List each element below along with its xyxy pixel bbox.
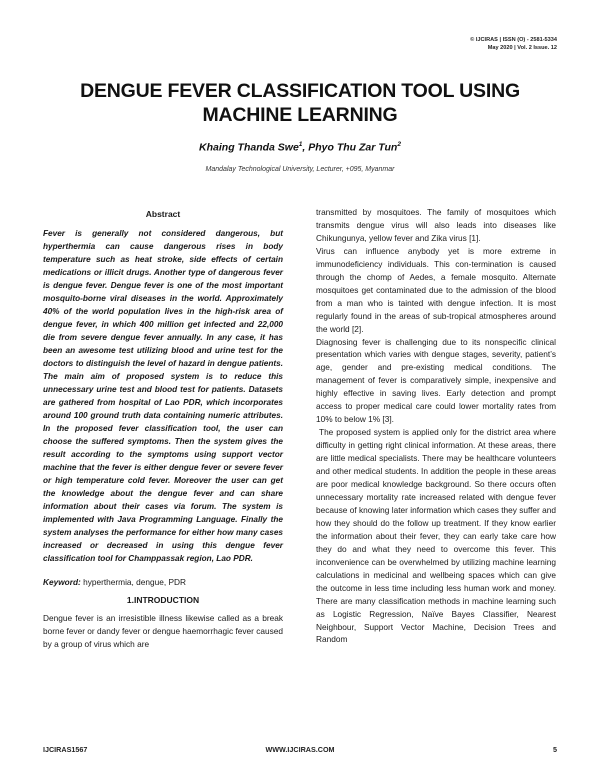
keywords xyxy=(43,576,283,589)
keywords-text: hyperthermia, dengue, PDR xyxy=(80,576,186,587)
introduction-paragraph: Dengue fever is an irresistible illness likewise called as a break borne fever or dandy fever or dengue haemorrhagic fever caused by a group of virus which are xyxy=(43,612,283,649)
journal-issn: © IJCIRAS | ISSN (O) - 2581-5334 xyxy=(470,37,557,43)
abstract-heading: Abstract xyxy=(145,209,181,219)
keywords-label: Keyword: xyxy=(43,576,81,587)
author-list xyxy=(0,141,600,154)
paragraph-diagnosis: Diagnosing fever is challenging due to its nonspecific clinical presentation which varies with dengue stages, severity, patient’s age, gender and pre-existing medical conditions. The management of fever is comparatively simple, inexpensive and highly effective in saving lives. Early detection and prompt access to proper medical care could lower mortality rates from 10% to below 1% [3]. xyxy=(316,336,556,425)
affiliation: Mandalay Technological University, Lecturer, +095, Myanmar xyxy=(205,166,395,173)
paragraph-virus: Virus can influence anybody yet is more extreme in immunodeficiency individuals. This con-termination is caused through the chomp of Aedes, a female mosquito. Alternate mosquitoes get contaminated due to the admission of the blood from a man who is tainted with dengue infection. It is most regularly found in the areas of sub-tropical atmospheres around the world [2]. xyxy=(316,245,556,334)
introduction-heading: 1.INTRODUCTION xyxy=(126,594,200,605)
author-separator: , xyxy=(302,141,309,154)
paper-title xyxy=(0,79,600,127)
author-2-affil-mark: 2 xyxy=(397,141,401,148)
abstract-body: Fever is generally not considered dangerous, but hyperthermia can cause dangerous rises in body temperature such as heat stroke, side effects of certain medications or illicit drugs. Another type of dangerous fever is dengue fever. Dengue fever is one of the most important mosquito-borne viral diseases in the world. Approximately 40% of the world population lives in the high-risk area of dengue fever, in which 400 million get infected and 22,000 die from severe dengue fever annually. In any case, it has been an awesome test utilizing blood and urine test for the doctors to distinguish the level of hazard in dengue patients. The main aim of proposed system is to reduce this unnecessary urine test and blood test for patients. Datasets are gathered from hospital of Lao PDR, which incorporates around 100 ground truth data containing numeric attributes. In the proposed fever classification tool, the user can choose the suffered symptoms. Then the system gives the result according to the symptoms using support vector machine that the fever is either dengue fever or severe fever or high temperature cold fever. Moreover the user can get the knowledge about the dengue fever and can share information about their cases via forum. The system is implemented with Java Programming Language. Finally the system analyses the performance for either how many cases increased or decreased in using this dengue fever classification tool for Champpassak region, Lao PDR. xyxy=(43,228,283,563)
author-1: Khaing Thanda Swe xyxy=(199,141,299,154)
author-2: Phyo Thu Zar Tun xyxy=(308,141,398,154)
left-column xyxy=(43,208,283,651)
title-line-1: DENGUE FEVER CLASSIFICATION TOOL USING xyxy=(80,80,520,102)
journal-header xyxy=(470,36,557,52)
footer-paper-id: IJCIRAS1567 xyxy=(43,745,88,754)
page-number: 5 xyxy=(553,745,557,754)
footer-website: WWW.IJCIRAS.COM xyxy=(265,745,335,754)
paragraph-proposed-system: The proposed system is applied only for the district area where difficulty in getting right clinical information. At these areas, there are little medical specialists. There may be healthcare volunteers and other medical students. In addition the people in these areas are poor medical knowledge background. So there occurs often unnecessary mortality rate increased related with dengue fever because of knowing later information which cases they suffer and how they should do the follow up treatment. If they know earlier the information about their fever, they can early take care how they do and what they need to overcome this fever. This inconvenience can be overwhelmed by utilizing machine learning calculations in medicinal and wellbeing spaces which can give the outcome in less time including less human work and money. There are many classification methods in machine learning such as Logistic Regression, Naïve Bayes Classifier, Nearest Neighbour, Support Vector Machine, Decision Trees and Random xyxy=(316,427,556,645)
journal-issue: May 2020 | Vol. 2 Issue. 12 xyxy=(487,45,557,51)
right-column xyxy=(316,206,556,646)
paragraph-transmission: transmitted by mosquitoes. The family of mosquitoes which transmits dengue virus will also leads into diseases like Chikungunya, yellow fever and Zika virus [1]. xyxy=(316,207,556,243)
title-line-2: MACHINE LEARNING xyxy=(202,104,398,126)
author-1-affil-mark: 1 xyxy=(298,141,303,148)
